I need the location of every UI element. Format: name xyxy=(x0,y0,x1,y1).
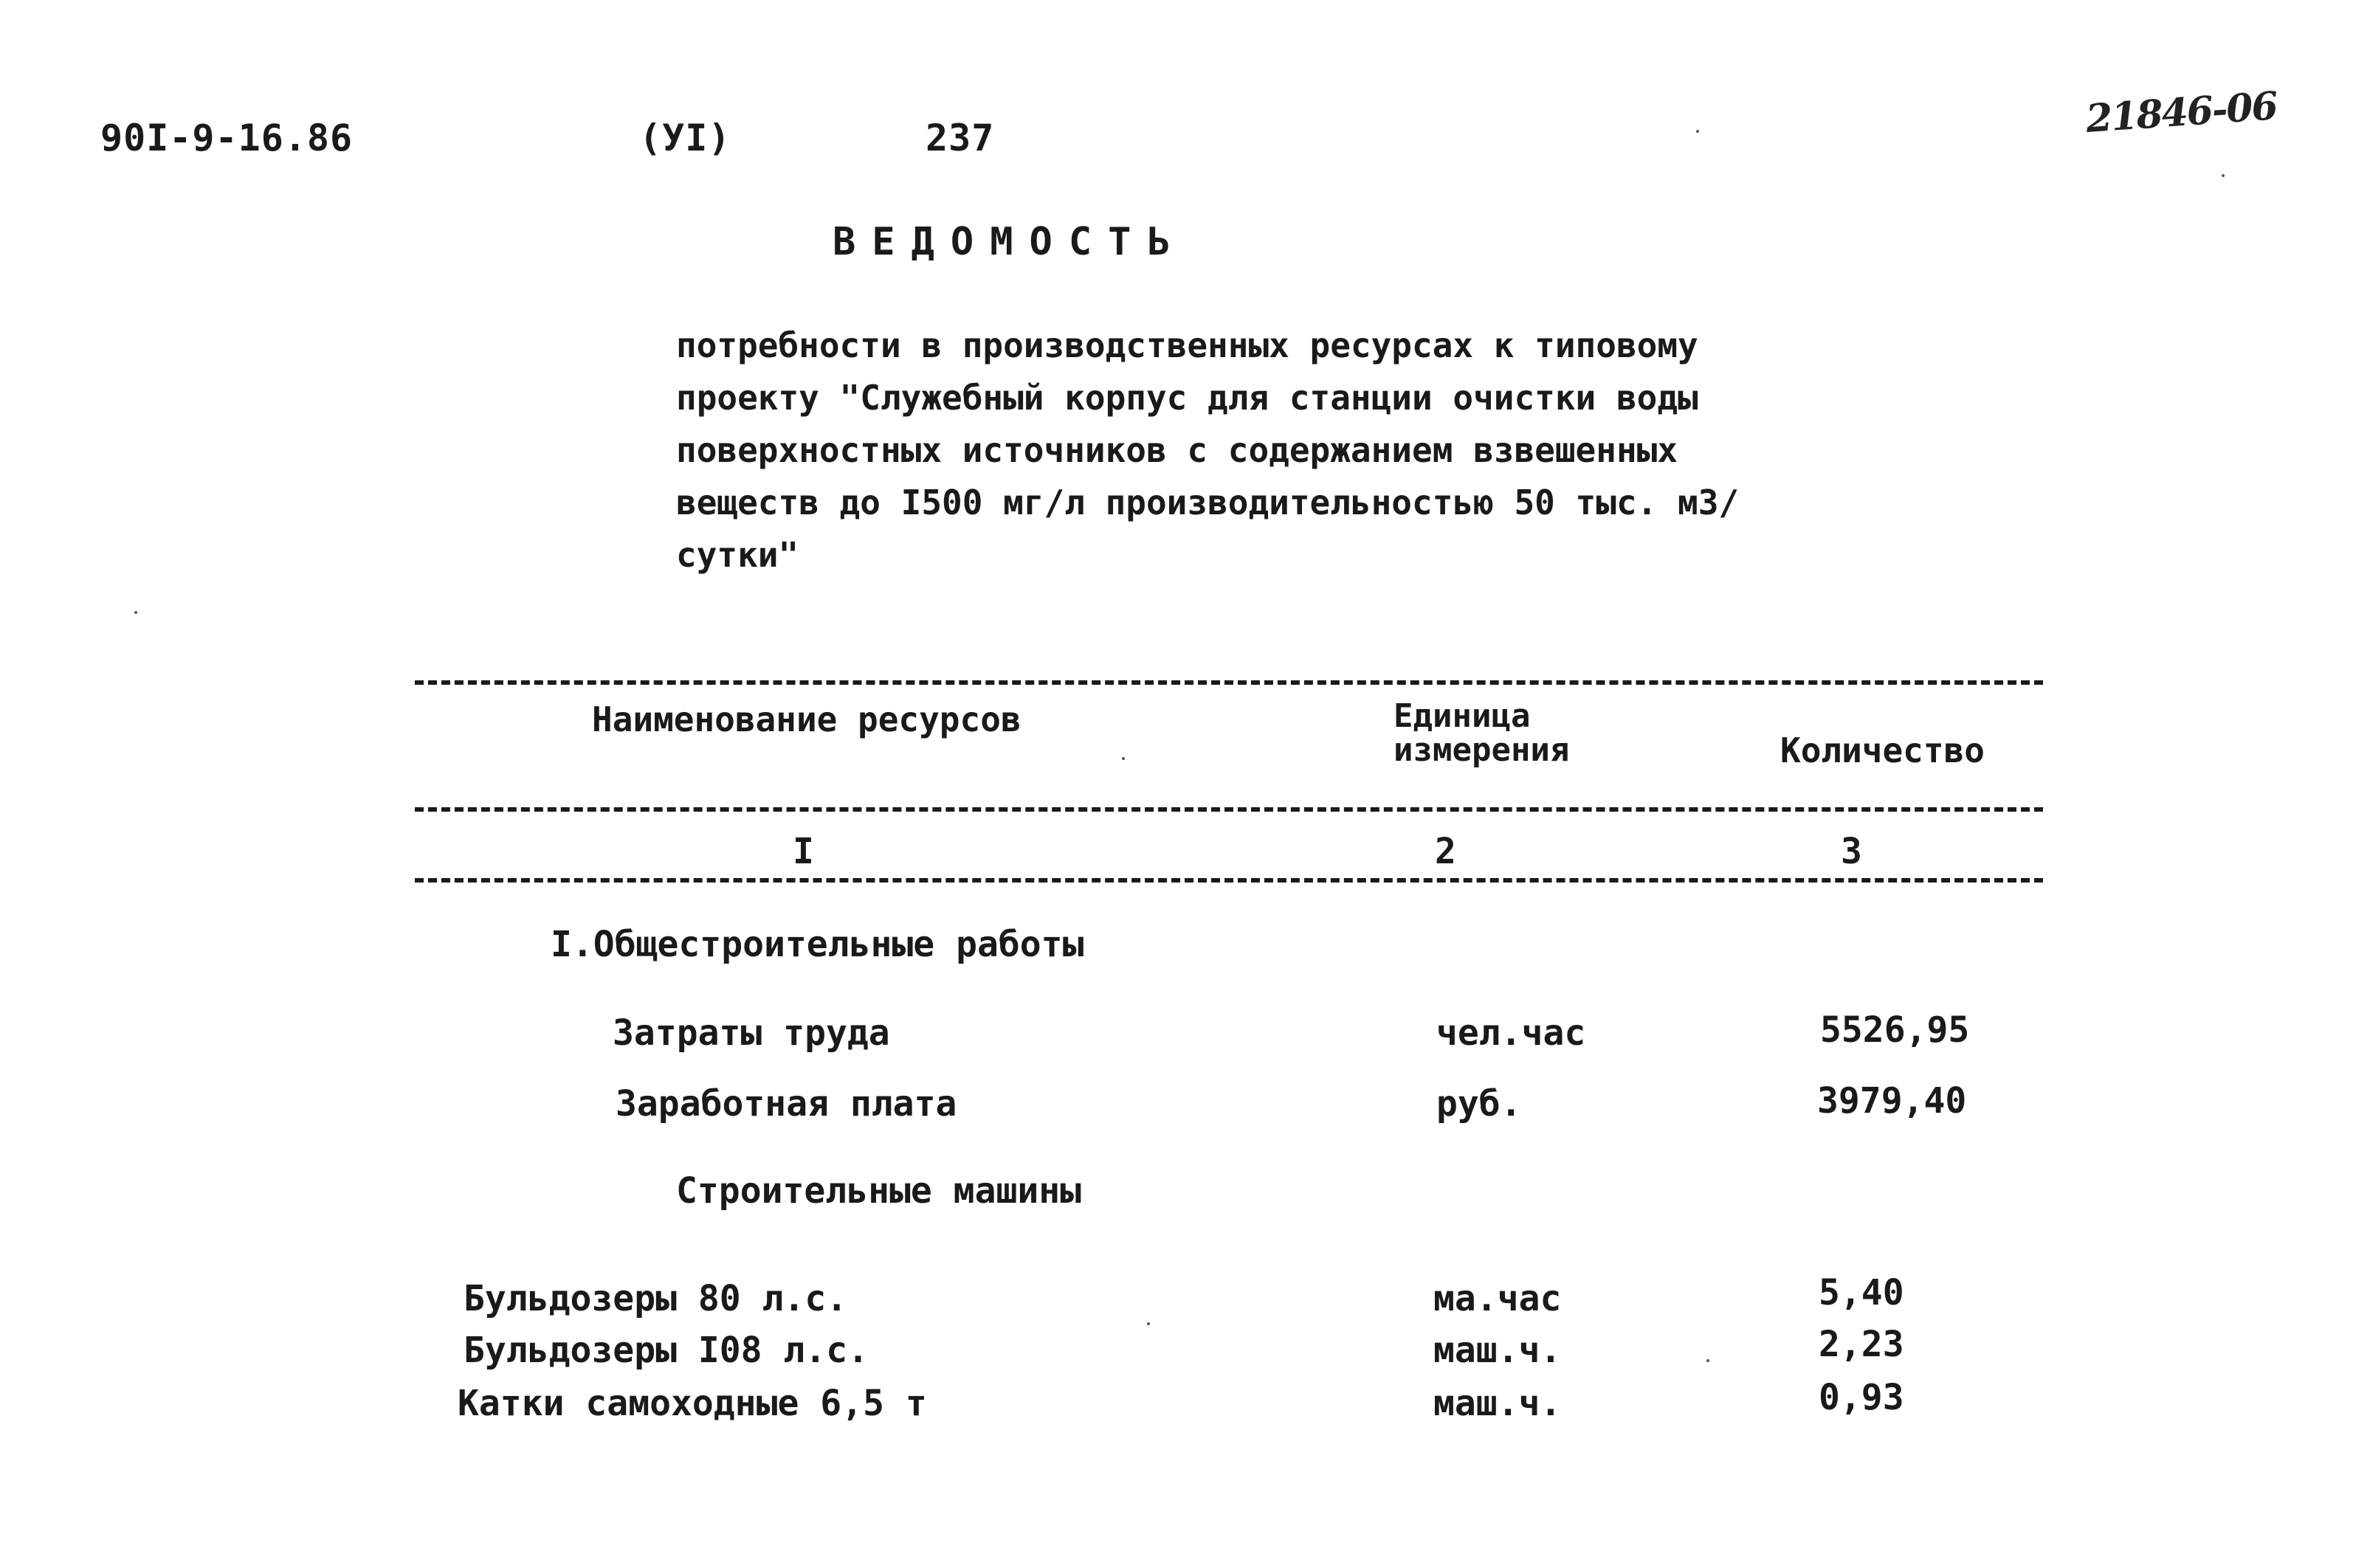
column-number-1: I xyxy=(793,831,814,872)
machine-row-name: Катки самоходные 6,5 т xyxy=(458,1383,927,1424)
table-top-rule xyxy=(415,680,2043,685)
table-row-quantity: 3979,40 xyxy=(1817,1080,1967,1122)
document-subtitle: потребности в производственных ресурсах к типовому проекту "Служебный корпус для станции очистки воды поверхностных источников с содержанием взвешенных веществ до I500 мг/л производительностью 50 тыс. м3/сутки" xyxy=(676,325,1740,575)
subsection-title: Строительные машины xyxy=(676,1170,1082,1212)
column-header-name: Наименование ресурсов xyxy=(592,700,1022,739)
table-header-rule xyxy=(415,807,2043,812)
scan-speck xyxy=(1696,130,1699,133)
table-row-unit: руб. xyxy=(1436,1083,1522,1125)
table-row-quantity: 5526,95 xyxy=(1820,1009,1970,1051)
document-title: ВЕДОМОСТЬ xyxy=(833,220,1187,264)
table-row-name: Заработная плата xyxy=(616,1083,957,1125)
volume-number: (УI) xyxy=(639,117,731,159)
scan-speck xyxy=(2222,174,2225,177)
document-code: 90I-9-16.86 xyxy=(100,117,354,159)
column-number-3: 3 xyxy=(1841,831,1862,872)
archive-stamp: 21846-06 xyxy=(2084,83,2278,142)
machine-row-unit: маш.ч. xyxy=(1433,1330,1562,1371)
table-row-name: Затраты труда xyxy=(613,1012,890,1054)
scan-speck xyxy=(1147,1322,1150,1325)
machine-row-name: Бульдозеры 80 л.с. xyxy=(464,1278,848,1319)
table-colnum-rule xyxy=(415,878,2043,883)
machine-row-unit: ма.час xyxy=(1433,1278,1562,1319)
machine-row-name: Бульдозеры I08 л.с. xyxy=(464,1330,869,1371)
machine-row-quantity: 5,40 xyxy=(1819,1272,1904,1313)
machine-row-unit: маш.ч. xyxy=(1433,1383,1562,1424)
scan-speck xyxy=(1706,1359,1709,1362)
column-header-quantity: Количество xyxy=(1780,731,1985,770)
table-row-unit: чел.час xyxy=(1436,1012,1586,1054)
machine-row-quantity: 0,93 xyxy=(1819,1377,1904,1418)
scan-speck xyxy=(1122,757,1125,760)
page-number: 237 xyxy=(926,117,995,159)
section-title: I.Общестроительные работы xyxy=(551,924,1084,965)
column-number-2: 2 xyxy=(1435,831,1456,872)
scan-speck xyxy=(134,611,137,614)
column-header-unit: Единица измерения xyxy=(1393,697,1570,769)
machine-row-quantity: 2,23 xyxy=(1819,1324,1904,1365)
